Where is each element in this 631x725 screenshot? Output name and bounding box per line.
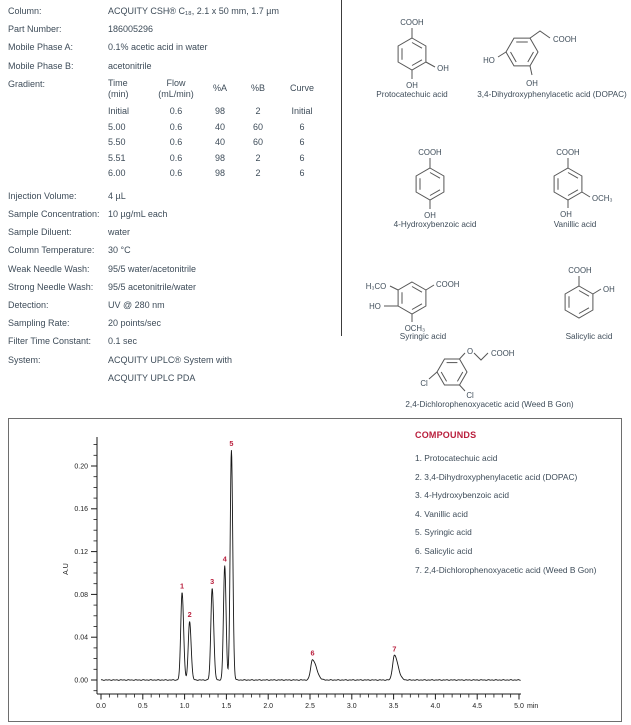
gradient-header-row	[108, 78, 326, 100]
gradient-header-cell	[108, 78, 150, 100]
gradient-table-wrap	[108, 75, 340, 187]
structure-name: Salicylic acid	[565, 332, 613, 341]
tick-label: 0.5	[137, 703, 148, 710]
condition-label: Column:	[8, 6, 42, 16]
peak-number-label: 7	[392, 644, 397, 654]
structure-vanillic-acid	[510, 142, 631, 230]
condition-row-gradient	[8, 75, 340, 187]
gradient-header-line: Time	[108, 77, 128, 88]
cooh-label: COOH	[400, 18, 424, 27]
gradient-row	[108, 166, 326, 182]
structure-name: 2,4-Dichlorophenoxyacetic acid (Weed B Gon)	[405, 400, 574, 409]
gradient-header-line: %B	[250, 83, 265, 94]
gradient-cell: 6.00	[108, 168, 126, 179]
oh-label: OH	[437, 64, 449, 73]
condition-value	[108, 2, 340, 20]
condition-value-line: 4 µL	[108, 190, 126, 201]
gradient-cell: 2	[255, 168, 261, 179]
cooh-label: COOH	[491, 349, 515, 358]
gradient-cell: 2	[255, 152, 261, 163]
condition-value	[108, 205, 340, 223]
condition-value-line: ACQUITY UPLC PDA	[108, 372, 196, 383]
gradient-cell: 0.6	[169, 106, 183, 117]
condition-value-line: water	[108, 227, 131, 238]
tick-label: 5.0	[514, 703, 524, 710]
gradient-table	[108, 78, 326, 182]
oh-label: OH	[424, 211, 436, 220]
condition-row	[8, 278, 340, 296]
benzene-ring-diagram	[392, 340, 587, 400]
gradient-cell: 5.00	[108, 121, 126, 132]
structure-name: Protocatechuic acid	[376, 90, 448, 99]
structure-protocatechuic-acid	[352, 6, 472, 100]
condition-value-line: 20 points/sec	[108, 318, 162, 329]
gradient-header-line: (mL/min)	[158, 88, 194, 99]
condition-label: Strong Needle Wash:	[8, 281, 94, 292]
condition-row	[8, 2, 340, 20]
tick-label: 3.0	[346, 703, 357, 710]
ether-o-label: O	[466, 347, 474, 356]
tick-label: 4.5	[472, 703, 483, 710]
condition-value-line: 30 °C	[108, 245, 131, 256]
peak-number-label: 4	[222, 554, 227, 564]
compounds-legend-item: 4. Vanillic acid	[415, 508, 468, 519]
condition-value	[108, 57, 340, 75]
cl-label: Cl	[466, 391, 474, 400]
och3-label: OCH₃	[592, 194, 613, 203]
gradient-cell: 98	[214, 168, 225, 179]
condition-rows-top	[8, 2, 340, 75]
condition-value	[108, 187, 340, 205]
cooh-label: COOH	[553, 35, 577, 44]
condition-label: Injection Volume:	[8, 190, 77, 201]
compounds-legend-item: 2. 3,4-Dihydroxyphenylacetic acid (DOPAC)	[415, 471, 578, 482]
structure-name: Syringic acid	[399, 332, 447, 341]
condition-row	[8, 187, 340, 205]
condition-row	[8, 241, 340, 259]
condition-value	[108, 223, 340, 241]
gradient-row	[108, 151, 326, 167]
benzene-ring-diagram	[474, 6, 630, 90]
gradient-cell: 40	[214, 137, 225, 148]
condition-value-line: acetonitrile	[108, 60, 152, 71]
compounds-legend-items	[415, 449, 615, 579]
structure-name: 4-Hydroxybenzoic acid	[393, 220, 477, 229]
structure-4-hydroxybenzoic-acid	[370, 142, 500, 230]
peak-number-label: 3	[210, 576, 215, 586]
benzene-ring-diagram	[510, 142, 631, 220]
ho-label: HO	[369, 302, 381, 311]
gradient-cell: 6	[299, 152, 305, 163]
tick-label: 3.5	[388, 703, 399, 710]
oh-label: OH	[406, 81, 418, 90]
structure-dopac	[474, 6, 630, 100]
condition-value-line: ACQUITY UPLC® System with	[108, 354, 232, 365]
condition-value	[108, 296, 340, 314]
condition-label: Weak Needle Wash:	[8, 263, 90, 274]
structure-syringic-acid	[348, 258, 498, 342]
gradient-header-cell	[278, 78, 326, 100]
condition-value	[108, 351, 340, 387]
condition-value-line: ACQUITY CSH® C₁₈, 2.1 x 50 mm, 1.7 µm	[108, 6, 279, 16]
chromatogram-panel	[8, 418, 622, 722]
condition-label: Detection:	[8, 300, 49, 311]
tick-label: 0.16	[74, 506, 88, 514]
benzene-ring-diagram	[348, 258, 498, 332]
gradient-cell: 6	[299, 137, 305, 148]
peak-number-label: 6	[310, 648, 315, 658]
oh-label: OH	[603, 285, 615, 294]
condition-value	[108, 260, 340, 278]
condition-label: System:	[8, 354, 41, 365]
condition-row	[8, 351, 340, 387]
cooh-label: COOH	[418, 148, 442, 157]
tick-label: 4.0	[430, 703, 441, 710]
condition-value	[108, 241, 340, 259]
gradient-cell: 40	[214, 121, 225, 132]
condition-row	[8, 223, 340, 241]
condition-label: Mobile Phase A:	[8, 42, 74, 53]
gradient-row	[108, 100, 326, 120]
gradient-cell: 0.6	[169, 152, 183, 163]
condition-row	[8, 205, 340, 223]
condition-value-line: UV @ 280 nm	[108, 300, 165, 311]
condition-row	[8, 260, 340, 278]
benzene-ring-diagram	[370, 142, 500, 220]
condition-row	[8, 57, 340, 75]
condition-label: Sample Concentration:	[8, 209, 100, 220]
gradient-cell: 98	[214, 106, 225, 117]
condition-label: Sample Diluent:	[8, 227, 72, 238]
gradient-cell: 5.51	[108, 152, 126, 163]
structure-salicylic-acid	[524, 258, 631, 342]
tick-label: 1.5	[221, 703, 232, 710]
condition-value-line: 95/5 acetonitrile/water	[108, 281, 197, 292]
peak-number-label: 2	[187, 610, 192, 620]
condition-value	[108, 314, 340, 332]
gradient-cell: 0.6	[169, 137, 183, 148]
gradient-cell: 60	[252, 121, 263, 132]
gradient-header-cell	[202, 78, 238, 100]
gradient-cell: Initial	[291, 106, 313, 117]
condition-label: Column Temperature:	[8, 245, 95, 256]
gradient-cell: 6	[299, 168, 305, 179]
ho-label: HO	[483, 56, 495, 65]
condition-row	[8, 332, 340, 350]
structure-name: 3,4-Dihydroxyphenylacetic acid (DOPAC)	[477, 90, 627, 99]
och3-label: OCH₃	[404, 324, 426, 332]
compounds-legend-title: COMPOUNDS	[415, 430, 477, 440]
condition-row	[8, 20, 340, 38]
condition-value-line: 0.1 sec	[108, 336, 138, 347]
tick-label: 0.00	[74, 677, 88, 685]
gradient-cell: 6	[299, 121, 305, 132]
tick-label: 2.5	[305, 703, 315, 710]
peak-number-label: 5	[229, 438, 234, 448]
benzene-ring-diagram	[352, 6, 472, 90]
cooh-label: COOH	[436, 280, 460, 289]
y-axis-title: A.U	[63, 563, 70, 575]
condition-row	[8, 314, 340, 332]
gradient-cell: 98	[214, 152, 225, 163]
oh-label: OH	[560, 210, 572, 219]
condition-label: Mobile Phase B:	[8, 60, 74, 71]
condition-label: Sampling Rate:	[8, 318, 70, 329]
gradient-header-line: Curve	[289, 83, 314, 94]
gradient-header-line: %A	[212, 83, 227, 94]
condition-row	[8, 296, 340, 314]
condition-value-line: 95/5 water/acetonitrile	[108, 263, 197, 274]
gradient-header-line: (min)	[108, 88, 129, 99]
gradient-cell: 60	[252, 137, 263, 148]
condition-value-line: 186005296	[108, 24, 154, 35]
gradient-cell: 0.6	[169, 121, 183, 132]
gradient-cell: 2	[255, 106, 261, 117]
structure-24d	[392, 340, 587, 410]
gradient-row	[108, 120, 326, 136]
gradient-cell: Initial	[108, 106, 130, 117]
condition-value-line: 10 µg/mL each	[108, 209, 168, 220]
compounds-legend	[415, 430, 615, 579]
gradient-row	[108, 135, 326, 151]
tick-label: min	[527, 703, 539, 710]
gradient-cell: 0.6	[169, 168, 183, 179]
condition-row	[8, 38, 340, 56]
compounds-legend-item: 6. Salicylic acid	[415, 545, 473, 556]
tick-label: 0.12	[74, 549, 88, 556]
condition-label: Gradient:	[8, 78, 46, 89]
tick-label: 2.0	[263, 703, 274, 710]
condition-value	[108, 20, 340, 38]
tick-label: 0.04	[74, 634, 88, 642]
condition-label: Filter Time Constant:	[8, 336, 92, 347]
structures-panel	[342, 0, 631, 416]
tick-label: 0.0	[96, 703, 106, 710]
gradient-body	[108, 100, 326, 182]
cl-label: Cl	[420, 379, 428, 388]
condition-value-line: 0.1% acetic acid in water	[108, 42, 208, 53]
tick-label: 0.08	[74, 591, 88, 599]
gradient-header-cell	[238, 78, 278, 100]
structure-name: Vanillic acid	[553, 220, 597, 229]
compounds-legend-item: 1. Protocatechuic acid	[415, 453, 498, 463]
cooh-label: COOH	[556, 148, 580, 157]
h3co-label: H₃CO	[365, 282, 387, 291]
gradient-header-line: Flow	[166, 77, 186, 88]
condition-value	[108, 278, 340, 296]
peak-number-label: 1	[180, 581, 185, 591]
compounds-legend-item: 7. 2,4-Dichlorophenoxyacetic acid (Weed B Gon)	[415, 564, 597, 575]
condition-value	[108, 332, 340, 350]
condition-label: Part Number:	[8, 24, 62, 35]
cooh-label: COOH	[568, 266, 592, 275]
compounds-legend-item: 3. 4-Hydroxybenzoic acid	[415, 490, 510, 501]
tick-label: 0.20	[74, 463, 88, 471]
oh-label: OH	[526, 79, 538, 88]
condition-rows-bottom	[8, 187, 340, 387]
gradient-cell: 5.50	[108, 137, 126, 148]
tick-label: 1.0	[179, 703, 190, 710]
benzene-ring-diagram	[524, 258, 631, 332]
method-conditions-panel	[8, 2, 340, 387]
compounds-legend-item: 5. Syringic acid	[415, 527, 472, 538]
gradient-header-cell	[150, 78, 202, 100]
condition-value	[108, 38, 340, 56]
